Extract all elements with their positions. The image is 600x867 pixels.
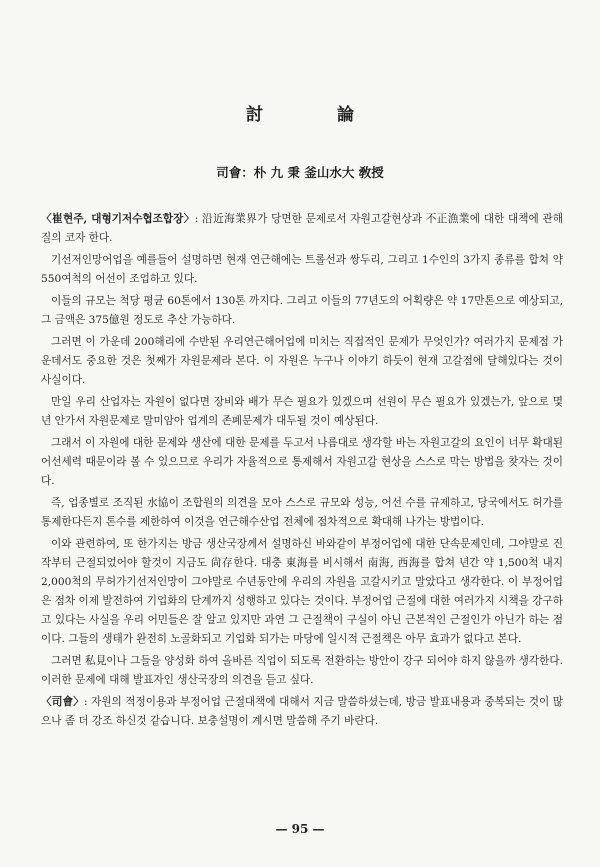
paragraph-text: 이와 관련하여, 또 한가지는 방금 생산국장께서 설명하신 바와같이 부정어업에 대한 단속문제인데, 그야말로 진작부터 근절되었어야 할것이 지금도 尙存한다. 대충 東海를 비시해서 南海, 西海를 합쳐 년간 약 1,500척 내지 2,000척의 무허가기선저인망이 그야말로 수년동안에 우리의 자원을 고갈시키고 말았다고 생각한다. 이 부정어업은 점차 이제 발전하여 기업화의 단계까지 성행하고 있다는 것이다. 부정어업 근절에 대한 여러가지 시책을 강구하고 있다는 사실을 우리 어민들은 잘 알고 있지만 과연 그 근절책이 구실이 아닌 근본적인 근절인가 아닌가 하는 점이다. 그들의 생태가 완전히 노골화되고 기업화 되가는 마당에 일시적 근절책은 아무 효과가 없다고 본다. [41,538,563,645]
paragraph-text: : 자원의 적정이용과 부정어업 근절대책에 대해서 지금 말씀하셨는데, 방금 발표내용과 중복되는 것이 많으나 좀 더 강조 하신것 같습니다. 보충설명이 계시면 말씀해 주기 바란다. [41,696,564,727]
paragraph-9 [41,652,563,690]
paragraph-7 [41,494,563,532]
paragraph-4 [41,333,563,390]
paragraph-text: 만일 우리 산업자는 자원이 없다면 장비와 배가 무슨 필요가 있겠으며 선원이 무슨 필요가 있겠는가, 앞으로 몇 년 안가서 자원문제로 말미암아 업계의 존폐문제가 대두될 것이 예상된다. [41,396,563,427]
paragraph-text: 그러면 私見이나 그들을 양성화 하여 올바른 직업이 되도록 전환하는 방안이 강구 되어야 하지 않을까 생각한다. 이러한 문제에 대해 발표자인 생산국장의 의견을 듣고 싶다. [41,655,563,686]
paragraph-6 [41,434,563,491]
page-number: — 95 — [275,822,325,836]
paragraph-text: 그러면 이 가운데 200해리에 수반된 우리연근해어업에 미치는 직접적인 문제가 무엇인가? 여러가지 문제점 가운데서도 중요한 것은 첫째가 자원문제라 본다. 이 자원은 누구나 이야기 하듯이 현재 고갈점에 달해있다는 것이 사실이다. [41,336,563,386]
paragraph-8 [41,535,563,649]
section-title: 討 論 [246,105,388,125]
paragraph-3 [41,292,563,330]
paragraph-text: 기선저인망어업을 예를들어 설명하면 현재 연근해에는 트롤선과 쌍두리, 그리고 1수인의 3가지 종류를 합쳐 약 550여척의 어선이 조업하고 있다. [41,254,563,285]
speaker-label: 〈崔현주, 대형기저수협조합장〉 [41,213,195,225]
speaker-label: 〈司會〉 [41,696,84,708]
paragraph-5 [41,393,563,431]
paragraph-text: 그래서 이 자원에 대한 문제와 생산에 대한 문제를 두고서 나름대로 생각할 바는 자원고갈의 요인이 너무 확대된 어선세력 때문이라 볼 수 있으므로 우리가 자율적으로 통제해서 자원고갈 현상을 스스로 막는 방법을 찾자는 것이다. [41,437,563,487]
discussion-body [41,210,563,734]
paragraph-text: 이들의 규모는 척당 평균 60톤에서 130톤 까지다. 그리고 이들의 77년도의 어획량은 약 17만톤으로 예상되고, 그 금액은 375億원 정도로 추산 가능하다. [41,295,563,326]
moderator-line: 司會：朴 九 秉 釜山水大 敎授 [216,165,384,180]
paragraph-text: 즉, 업종별로 조직된 水協이 조합원의 의견을 모아 스스로 규모와 성능, 어선 수를 규제하고, 당국에서도 허가를 통제한다든지 톤수를 제한하여 이것을 연근해수산업 전체에 점차적으로 확대해 나가는 방법이다. [41,497,563,528]
paragraph-2 [41,251,563,289]
paragraph-1 [41,210,563,248]
paragraph-text: : 沿近海業界가 당면한 문제로서 자원고갈현상과 不正漁業에 대한 대책에 관해 질의 코자 한다. [41,213,563,244]
paragraph-10 [41,693,563,731]
